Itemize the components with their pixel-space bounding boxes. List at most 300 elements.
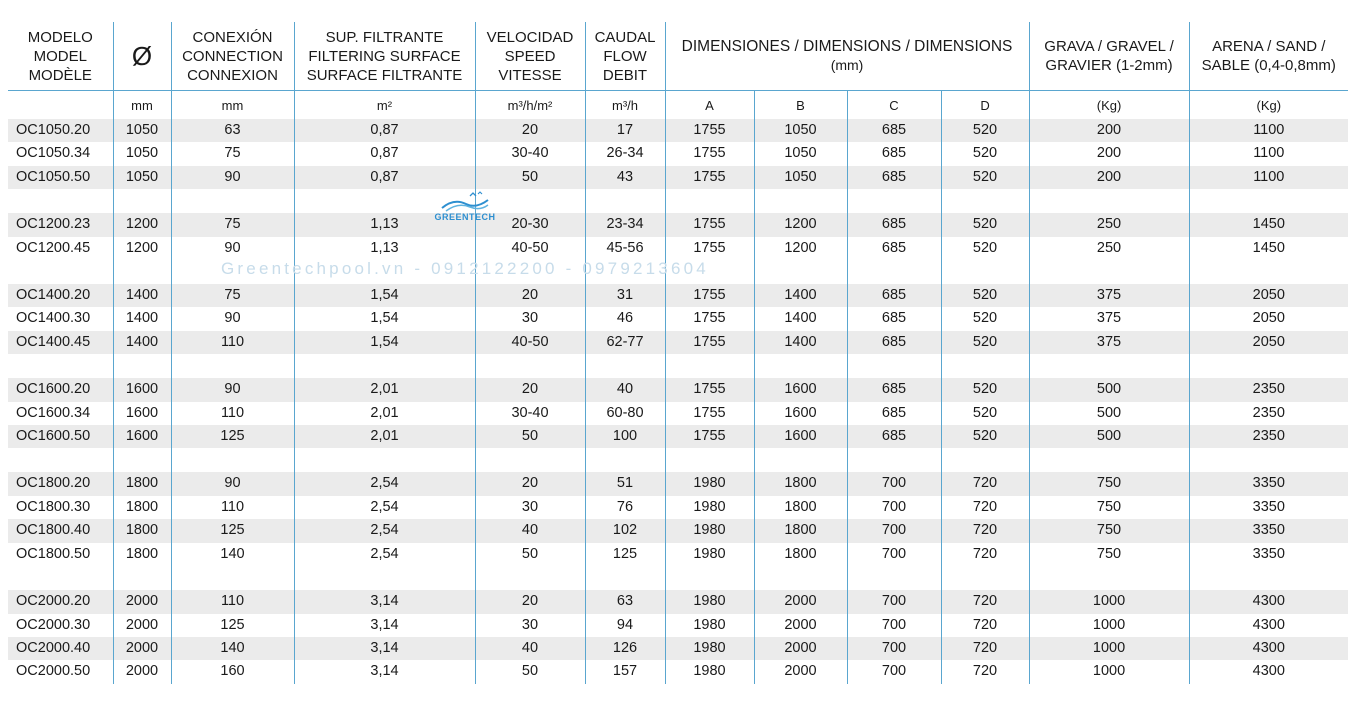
cell-connection: 75 xyxy=(171,213,294,236)
spacer-cell xyxy=(941,448,1029,472)
cell-dim-b: 1800 xyxy=(754,496,847,519)
spacer-cell xyxy=(113,189,171,213)
cell-dim-c: 685 xyxy=(847,142,941,165)
cell-dim-c: 700 xyxy=(847,543,941,566)
cell-model: OC1600.50 xyxy=(8,425,113,448)
cell-sand: 4300 xyxy=(1189,637,1348,660)
cell-dim-b: 1600 xyxy=(754,378,847,401)
table-row xyxy=(8,543,1348,566)
spacer-cell xyxy=(294,354,475,378)
greentech-logo xyxy=(432,190,498,226)
spacer-cell xyxy=(1029,354,1189,378)
spacer-cell xyxy=(113,260,171,284)
cell-dim-d: 720 xyxy=(941,590,1029,613)
spacer-cell xyxy=(1029,566,1189,590)
cell-flow: 17 xyxy=(585,119,665,142)
spacer-cell xyxy=(665,566,754,590)
cell-dim-a: 1755 xyxy=(665,331,754,354)
unit-gravel: (Kg) xyxy=(1029,91,1189,120)
cell-dim-c: 685 xyxy=(847,331,941,354)
cell-dim-b: 1600 xyxy=(754,402,847,425)
group-spacer xyxy=(8,566,1348,590)
cell-dim-d: 720 xyxy=(941,472,1029,495)
spacer-cell xyxy=(1189,448,1348,472)
spacer-cell xyxy=(941,189,1029,213)
cell-dim-a: 1980 xyxy=(665,543,754,566)
unit-dim-a: A xyxy=(665,91,754,120)
cell-surface: 0,87 xyxy=(294,166,475,189)
spacer-cell xyxy=(941,566,1029,590)
cell-flow: 126 xyxy=(585,637,665,660)
cell-speed: 20 xyxy=(475,284,585,307)
table-row xyxy=(8,660,1348,683)
spacer-cell xyxy=(8,448,113,472)
spacer-cell xyxy=(847,448,941,472)
cell-diameter: 1400 xyxy=(113,331,171,354)
cell-dim-a: 1755 xyxy=(665,425,754,448)
cell-gravel: 250 xyxy=(1029,213,1189,236)
header-row xyxy=(8,22,1348,91)
table-row xyxy=(8,307,1348,330)
cell-gravel: 200 xyxy=(1029,166,1189,189)
cell-dim-a: 1755 xyxy=(665,402,754,425)
cell-gravel: 750 xyxy=(1029,496,1189,519)
cell-sand: 3350 xyxy=(1189,543,1348,566)
cell-surface: 2,01 xyxy=(294,425,475,448)
spacer-cell xyxy=(171,566,294,590)
cell-flow: 45-56 xyxy=(585,237,665,260)
cell-flow: 100 xyxy=(585,425,665,448)
unit-diameter: mm xyxy=(113,91,171,120)
unit-dim-b: B xyxy=(754,91,847,120)
cell-diameter: 1600 xyxy=(113,378,171,401)
cell-dim-c: 685 xyxy=(847,166,941,189)
watermark-text: Greentechpool.vn - 0912122200 - 0979213604 xyxy=(221,259,709,278)
cell-diameter: 1800 xyxy=(113,472,171,495)
spacer-cell xyxy=(585,354,665,378)
cell-model: OC1800.20 xyxy=(8,472,113,495)
filter-spec-table xyxy=(8,22,1348,684)
unit-flow: m³/h xyxy=(585,91,665,120)
cell-dim-c: 685 xyxy=(847,425,941,448)
table-row xyxy=(8,496,1348,519)
cell-dim-c: 700 xyxy=(847,637,941,660)
cell-sand: 4300 xyxy=(1189,590,1348,613)
cell-speed: 40 xyxy=(475,637,585,660)
spacer-cell xyxy=(171,448,294,472)
group-spacer xyxy=(8,448,1348,472)
cell-connection: 110 xyxy=(171,496,294,519)
cell-dim-d: 720 xyxy=(941,496,1029,519)
spacer-cell xyxy=(113,354,171,378)
cell-diameter: 1050 xyxy=(113,142,171,165)
cell-speed: 30-40 xyxy=(475,142,585,165)
cell-flow: 94 xyxy=(585,614,665,637)
cell-gravel: 1000 xyxy=(1029,614,1189,637)
header-gravel: GRAVA / GRAVEL / GRAVIER (1-2mm) xyxy=(1029,22,1189,91)
spacer-cell xyxy=(665,448,754,472)
cell-dim-d: 520 xyxy=(941,142,1029,165)
cell-connection: 90 xyxy=(171,307,294,330)
cell-connection: 90 xyxy=(171,378,294,401)
cell-dim-d: 720 xyxy=(941,614,1029,637)
cell-sand: 4300 xyxy=(1189,614,1348,637)
cell-connection: 140 xyxy=(171,637,294,660)
spacer-cell xyxy=(171,189,294,213)
cell-flow: 40 xyxy=(585,378,665,401)
cell-gravel: 500 xyxy=(1029,402,1189,425)
spacer-cell xyxy=(1029,448,1189,472)
header-dimensions: DIMENSIONES / DIMENSIONS / DIMENSIONS (mm) xyxy=(665,22,1029,91)
table-row xyxy=(8,284,1348,307)
table-row xyxy=(8,614,1348,637)
cell-dim-c: 685 xyxy=(847,307,941,330)
cell-dim-b: 1800 xyxy=(754,543,847,566)
cell-speed: 20 xyxy=(475,472,585,495)
unit-surface: m² xyxy=(294,91,475,120)
cell-connection: 75 xyxy=(171,284,294,307)
cell-flow: 63 xyxy=(585,590,665,613)
cell-surface: 2,01 xyxy=(294,402,475,425)
cell-sand: 2350 xyxy=(1189,402,1348,425)
unit-dim-c: C xyxy=(847,91,941,120)
cell-model: OC1800.50 xyxy=(16,545,91,562)
cell-flow: 102 xyxy=(585,519,665,542)
cell-dim-b: 1400 xyxy=(754,284,847,307)
cell-dim-b: 1600 xyxy=(754,425,847,448)
cell-sand: 1100 xyxy=(1189,142,1348,165)
header-diameter: Ø xyxy=(113,22,171,91)
cell-dim-b: 1800 xyxy=(754,472,847,495)
cell-sand: 1450 xyxy=(1189,213,1348,236)
cell-model: OC1600.20 xyxy=(8,378,113,401)
spacer-cell xyxy=(294,566,475,590)
table-row xyxy=(8,425,1348,448)
cell-diameter: 2000 xyxy=(113,590,171,613)
cell-connection: 125 xyxy=(171,519,294,542)
cell-connection: 140 xyxy=(171,543,294,566)
cell-dim-c: 685 xyxy=(847,119,941,142)
cell-dim-a: 1980 xyxy=(665,496,754,519)
units-row xyxy=(8,91,1348,120)
cell-speed: 30 xyxy=(475,307,585,330)
unit-connection: mm xyxy=(171,91,294,120)
group-spacer xyxy=(8,189,1348,213)
cell-dim-b: 1800 xyxy=(754,519,847,542)
cell-dim-a: 1980 xyxy=(665,519,754,542)
cell-speed: 20 xyxy=(475,590,585,613)
cell-model: OC2000.50 xyxy=(16,663,91,680)
cell-gravel: 1000 xyxy=(1029,660,1189,683)
cell-dim-b: 2000 xyxy=(754,614,847,637)
cell-dim-d: 520 xyxy=(941,331,1029,354)
header-sand: ARENA / SAND / SABLE (0,4-0,8mm) xyxy=(1189,22,1348,91)
cell-surface: 1,54 xyxy=(294,307,475,330)
table-row xyxy=(8,142,1348,165)
cell-dim-b: 1050 xyxy=(754,119,847,142)
spacer-cell xyxy=(585,189,665,213)
unit-speed: m³/h/m² xyxy=(475,91,585,120)
table-row xyxy=(8,472,1348,495)
cell-surface: 3,14 xyxy=(294,660,475,683)
cell-dim-c: 700 xyxy=(847,614,941,637)
spacer-cell xyxy=(1189,189,1348,213)
cell-connection: 110 xyxy=(171,590,294,613)
cell-dim-c: 700 xyxy=(847,660,941,683)
unit-model xyxy=(8,91,113,120)
cell-connection: 160 xyxy=(171,660,294,683)
table-row xyxy=(8,119,1348,142)
cell-sand: 2050 xyxy=(1189,331,1348,354)
cell-connection: 90 xyxy=(171,472,294,495)
cell-dim-d: 520 xyxy=(941,119,1029,142)
cell-connection: 110 xyxy=(171,331,294,354)
cell-diameter: 2000 xyxy=(113,614,171,637)
table-row xyxy=(8,519,1348,542)
cell-dim-a: 1755 xyxy=(665,119,754,142)
cell-model: OC1400.30 xyxy=(16,310,91,327)
logo-text: GREENTECH xyxy=(434,212,496,222)
spacer-cell xyxy=(8,354,113,378)
cell-surface: 3,14 xyxy=(294,614,475,637)
cell-sand: 2350 xyxy=(1189,378,1348,401)
cell-dim-c: 685 xyxy=(847,284,941,307)
cell-surface: 0,87 xyxy=(294,142,475,165)
spacer-cell xyxy=(754,448,847,472)
cell-dim-a: 1980 xyxy=(665,614,754,637)
cell-speed: 40 xyxy=(475,519,585,542)
cell-gravel: 500 xyxy=(1029,378,1189,401)
cell-flow: 125 xyxy=(585,543,665,566)
cell-dim-c: 685 xyxy=(847,402,941,425)
spacer-cell xyxy=(1189,354,1348,378)
cell-sand: 2050 xyxy=(1189,284,1348,307)
cell-dim-a: 1755 xyxy=(665,284,754,307)
cell-dim-a: 1980 xyxy=(665,660,754,683)
cell-model: OC1050.34 xyxy=(16,145,91,162)
cell-surface: 3,14 xyxy=(294,590,475,613)
cell-diameter: 1600 xyxy=(113,425,171,448)
cell-sand: 4300 xyxy=(1189,660,1348,683)
cell-surface: 2,54 xyxy=(294,519,475,542)
cell-surface: 3,14 xyxy=(294,637,475,660)
spacer-cell xyxy=(665,189,754,213)
cell-dim-b: 1400 xyxy=(754,307,847,330)
cell-dim-b: 1050 xyxy=(754,142,847,165)
cell-surface: 2,54 xyxy=(294,472,475,495)
spacer-cell xyxy=(754,354,847,378)
cell-connection: 63 xyxy=(171,119,294,142)
header-flow: CAUDAL FLOW DEBIT xyxy=(585,22,665,91)
cell-connection: 75 xyxy=(171,142,294,165)
cell-speed: 20 xyxy=(475,378,585,401)
cell-flow: 76 xyxy=(585,496,665,519)
spacer-cell xyxy=(941,354,1029,378)
cell-flow: 23-34 xyxy=(585,213,665,236)
cell-gravel: 750 xyxy=(1029,472,1189,495)
cell-surface: 2,54 xyxy=(294,543,475,566)
cell-dim-a: 1755 xyxy=(665,166,754,189)
spacer-cell xyxy=(847,566,941,590)
cell-sand: 3350 xyxy=(1189,472,1348,495)
cell-gravel: 375 xyxy=(1029,331,1189,354)
cell-speed: 50 xyxy=(475,166,585,189)
spacer-cell xyxy=(847,189,941,213)
cell-dim-b: 1200 xyxy=(754,213,847,236)
cell-dim-d: 520 xyxy=(941,213,1029,236)
cell-dim-d: 720 xyxy=(941,637,1029,660)
cell-model: OC1200.23 xyxy=(8,213,113,236)
cell-model: OC2000.20 xyxy=(8,590,113,613)
spacer-cell xyxy=(847,260,941,284)
cell-surface: 1,54 xyxy=(294,284,475,307)
cell-flow: 43 xyxy=(585,166,665,189)
cell-dim-a: 1980 xyxy=(665,637,754,660)
spacer-cell xyxy=(294,448,475,472)
spec-body xyxy=(8,119,1348,684)
cell-dim-d: 720 xyxy=(941,660,1029,683)
cell-flow: 157 xyxy=(585,660,665,683)
cell-gravel: 375 xyxy=(1029,284,1189,307)
cell-dim-b: 1050 xyxy=(754,166,847,189)
spacer-cell xyxy=(8,566,113,590)
wave-icon xyxy=(440,190,490,212)
table-row xyxy=(8,166,1348,189)
spacer-cell xyxy=(585,448,665,472)
table-row xyxy=(8,237,1348,260)
cell-surface: 1,13 xyxy=(294,213,475,236)
spacer-cell xyxy=(8,260,113,284)
cell-dim-a: 1755 xyxy=(665,378,754,401)
cell-speed: 30-40 xyxy=(475,402,585,425)
cell-connection: 125 xyxy=(171,614,294,637)
cell-speed: 40-50 xyxy=(475,331,585,354)
spacer-cell xyxy=(113,448,171,472)
table-row xyxy=(8,590,1348,613)
cell-dim-d: 720 xyxy=(941,519,1029,542)
cell-dim-b: 2000 xyxy=(754,637,847,660)
cell-flow: 62-77 xyxy=(585,331,665,354)
cell-flow: 46 xyxy=(585,307,665,330)
cell-speed: 50 xyxy=(475,425,585,448)
spacer-cell xyxy=(754,566,847,590)
spacer-cell xyxy=(171,354,294,378)
cell-diameter: 1200 xyxy=(113,213,171,236)
cell-sand: 3350 xyxy=(1189,519,1348,542)
cell-gravel: 1000 xyxy=(1029,637,1189,660)
cell-dim-c: 685 xyxy=(847,213,941,236)
spacer-cell xyxy=(585,566,665,590)
header-connection: CONEXIÓN CONNECTION CONNEXION xyxy=(171,22,294,91)
cell-dim-a: 1755 xyxy=(665,237,754,260)
header-model: MODELO MODEL MODÈLE xyxy=(27,28,93,84)
cell-connection: 125 xyxy=(171,425,294,448)
cell-diameter: 1800 xyxy=(113,519,171,542)
group-spacer xyxy=(8,354,1348,378)
cell-surface: 2,01 xyxy=(294,378,475,401)
cell-sand: 2050 xyxy=(1189,307,1348,330)
cell-model: OC1200.45 xyxy=(16,239,91,256)
cell-connection: 90 xyxy=(171,237,294,260)
spacer-cell xyxy=(8,189,113,213)
cell-dim-d: 520 xyxy=(941,237,1029,260)
cell-model: OC2000.40 xyxy=(8,637,113,660)
cell-surface: 0,87 xyxy=(294,119,475,142)
cell-model: OC1800.40 xyxy=(8,519,113,542)
cell-gravel: 375 xyxy=(1029,307,1189,330)
cell-speed: 40-50 xyxy=(475,237,585,260)
cell-diameter: 1400 xyxy=(113,307,171,330)
cell-diameter: 2000 xyxy=(113,637,171,660)
cell-dim-c: 700 xyxy=(847,590,941,613)
cell-dim-c: 685 xyxy=(847,378,941,401)
cell-sand: 1100 xyxy=(1189,119,1348,142)
cell-speed: 50 xyxy=(475,660,585,683)
cell-connection: 90 xyxy=(171,166,294,189)
cell-dim-b: 1400 xyxy=(754,331,847,354)
cell-dim-a: 1755 xyxy=(665,307,754,330)
cell-model: OC1050.50 xyxy=(8,166,113,189)
cell-dim-c: 700 xyxy=(847,496,941,519)
cell-speed: 20-30 xyxy=(475,213,585,236)
cell-diameter: 1800 xyxy=(113,543,171,566)
spacer-cell xyxy=(1189,260,1348,284)
cell-diameter: 1200 xyxy=(113,237,171,260)
cell-speed: 50 xyxy=(475,543,585,566)
cell-flow: 60-80 xyxy=(585,402,665,425)
spacer-cell xyxy=(665,354,754,378)
cell-dim-b: 2000 xyxy=(754,590,847,613)
cell-dim-d: 520 xyxy=(941,425,1029,448)
cell-speed: 30 xyxy=(475,496,585,519)
table-row xyxy=(8,378,1348,401)
spacer-cell xyxy=(754,189,847,213)
table-row xyxy=(8,637,1348,660)
cell-diameter: 1400 xyxy=(113,284,171,307)
cell-dim-a: 1755 xyxy=(665,142,754,165)
cell-dim-d: 520 xyxy=(941,307,1029,330)
spacer-cell xyxy=(1029,260,1189,284)
cell-dim-c: 685 xyxy=(847,237,941,260)
cell-flow: 31 xyxy=(585,284,665,307)
cell-dim-d: 520 xyxy=(941,378,1029,401)
spacer-cell xyxy=(475,448,585,472)
spacer-cell xyxy=(475,354,585,378)
spacer-cell xyxy=(1029,189,1189,213)
table-row xyxy=(8,331,1348,354)
spacer-cell xyxy=(1189,566,1348,590)
cell-diameter: 2000 xyxy=(113,660,171,683)
cell-gravel: 750 xyxy=(1029,543,1189,566)
cell-model: OC1800.30 xyxy=(16,498,91,515)
cell-dim-b: 2000 xyxy=(754,660,847,683)
cell-dim-c: 700 xyxy=(847,472,941,495)
cell-speed: 30 xyxy=(475,614,585,637)
spacer-cell xyxy=(475,566,585,590)
cell-model: OC1400.20 xyxy=(8,284,113,307)
cell-diameter: 1800 xyxy=(113,496,171,519)
cell-sand: 3350 xyxy=(1189,496,1348,519)
cell-dim-d: 520 xyxy=(941,166,1029,189)
cell-surface: 1,13 xyxy=(294,237,475,260)
cell-gravel: 200 xyxy=(1029,119,1189,142)
cell-gravel: 750 xyxy=(1029,519,1189,542)
cell-model: OC1400.45 xyxy=(8,331,113,354)
spacer-cell xyxy=(113,566,171,590)
cell-flow: 26-34 xyxy=(585,142,665,165)
cell-sand: 2350 xyxy=(1189,425,1348,448)
cell-dim-a: 1755 xyxy=(665,213,754,236)
